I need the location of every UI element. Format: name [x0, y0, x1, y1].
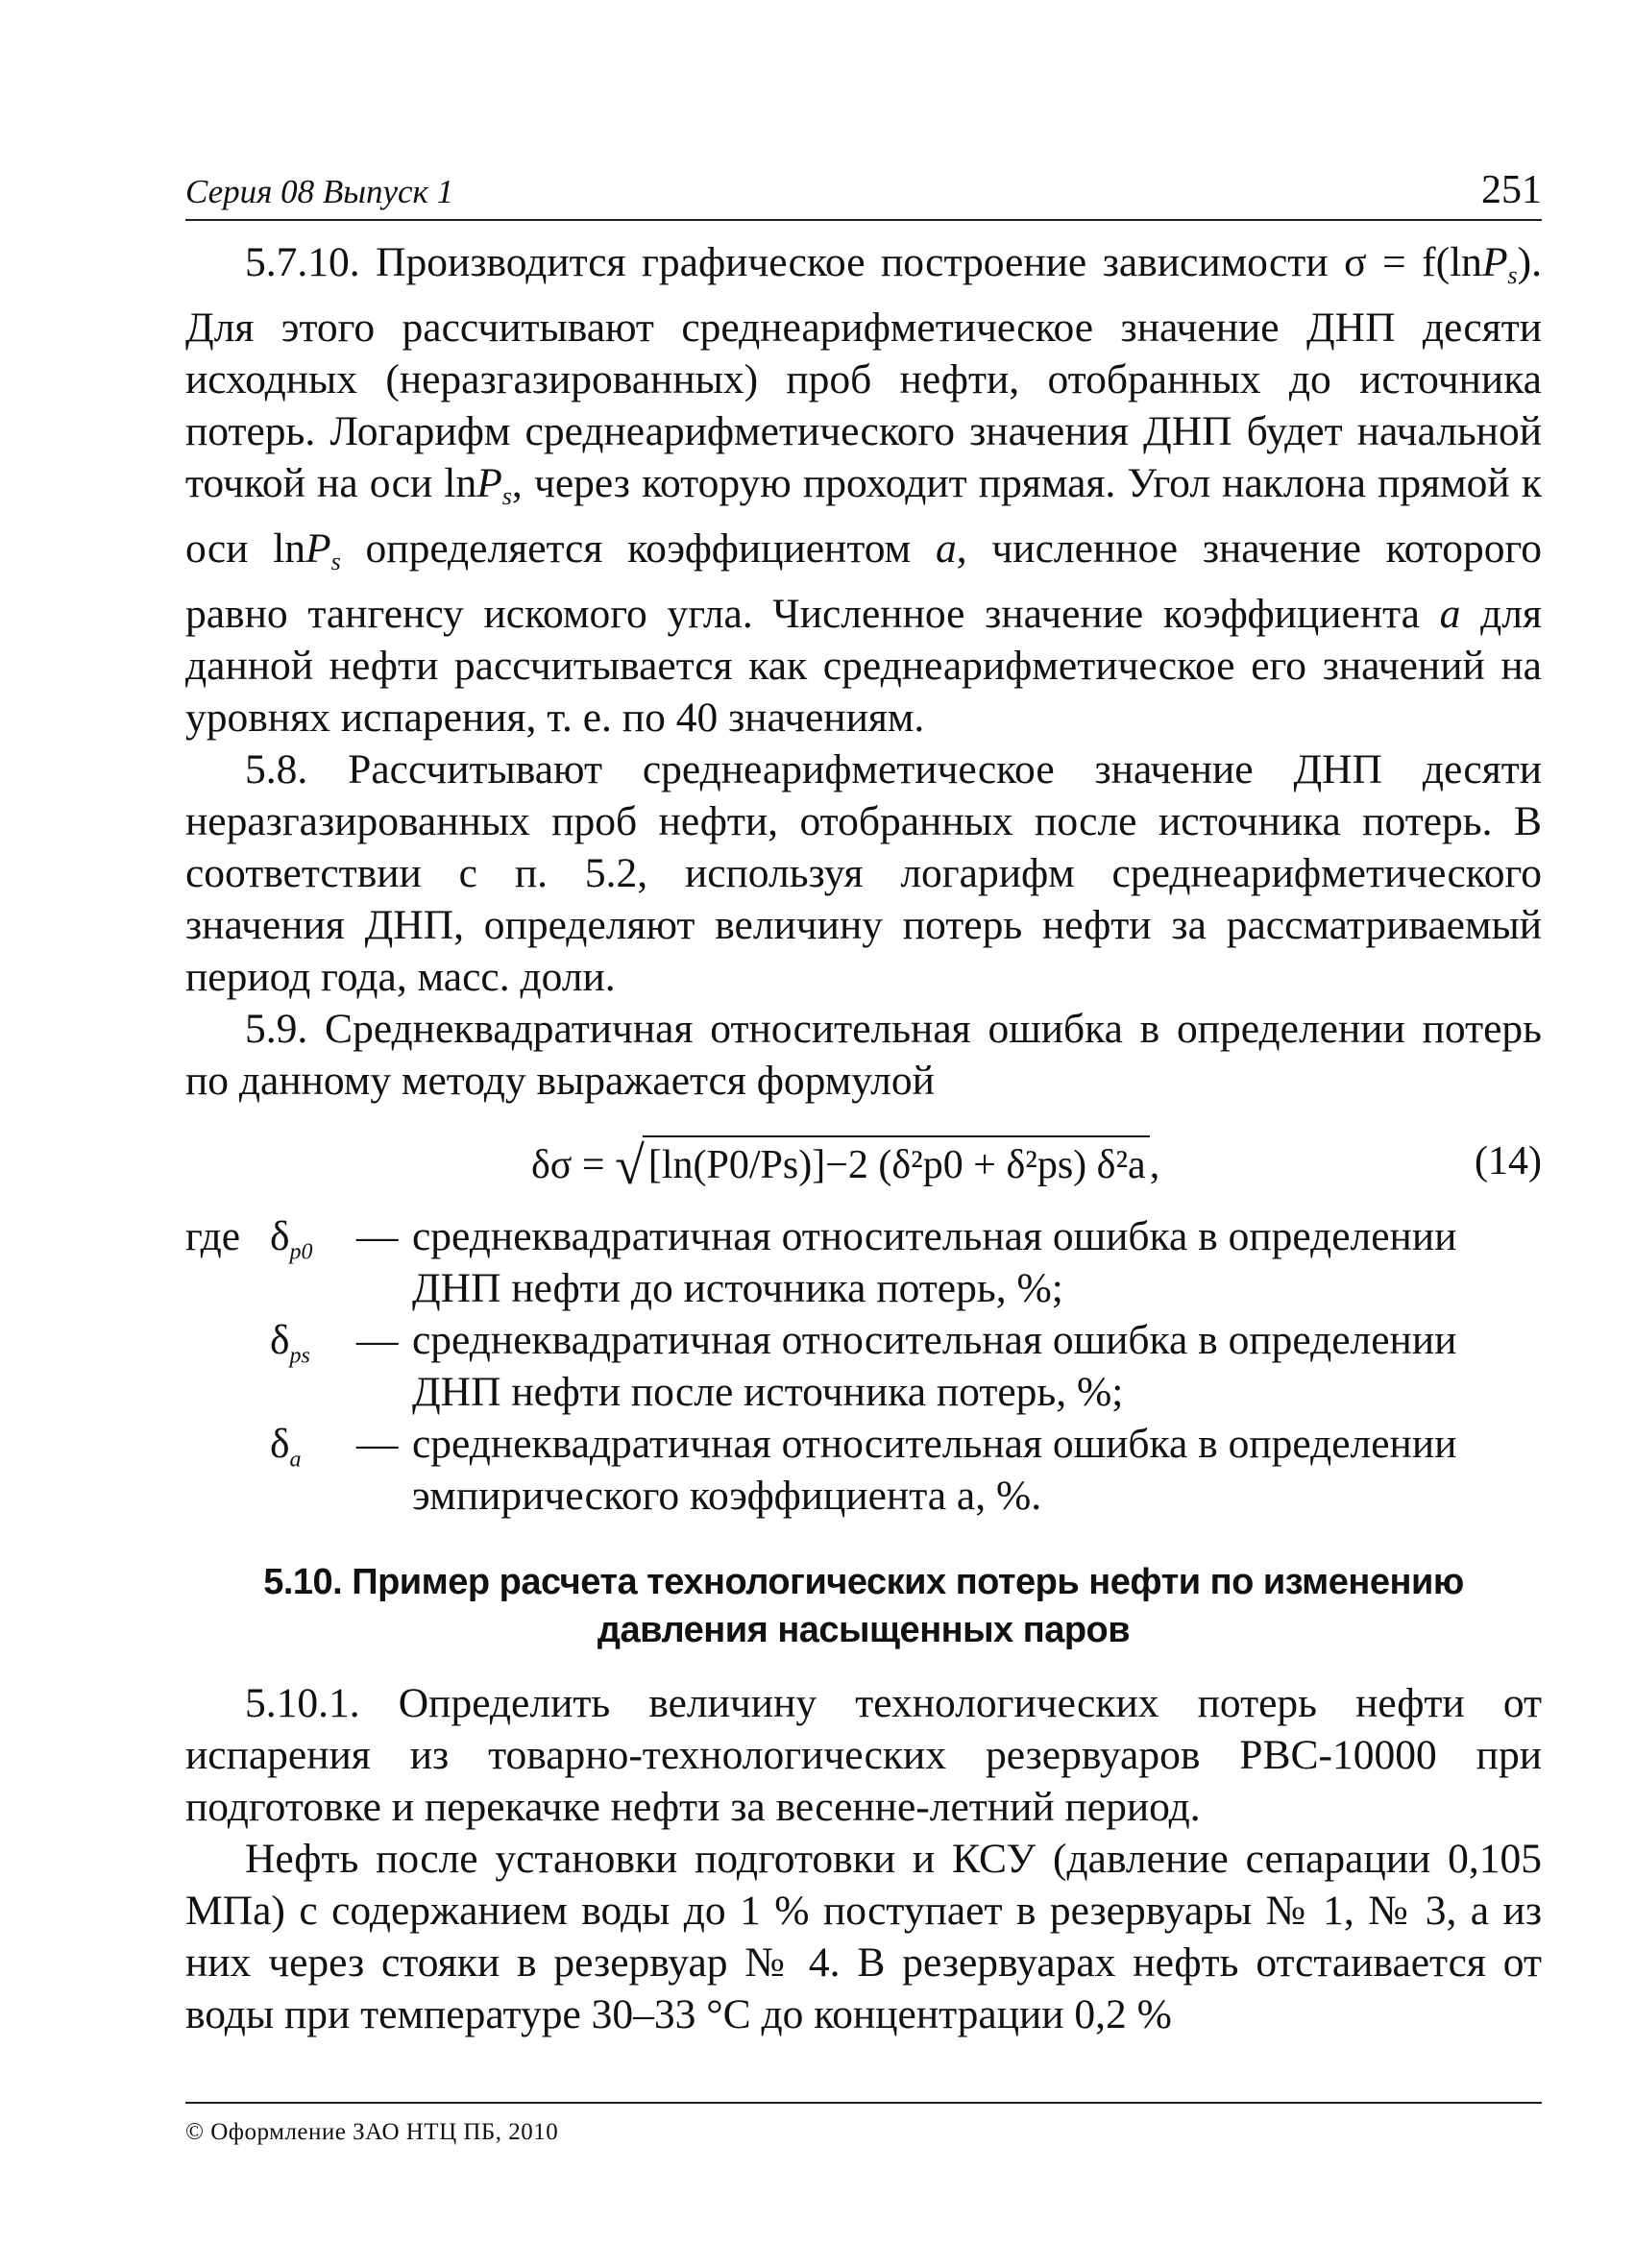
page-number: 251 [1481, 168, 1542, 212]
definition-symbol: $\delta_{ps}$ [270, 1317, 310, 1369]
definition-symbol: $\delta_{p0}$ [270, 1213, 313, 1265]
formula-expression: δσ = √[ln(P0/Ps)]−2 (δ²p0 + δ²ps) δ²a, [531, 1136, 1160, 1196]
page-header [185, 163, 1542, 221]
section-heading-5-10: 5.10. Пример расчета технологических потерь нефти по изменению давления насыщенных паров [263, 1562, 1464, 1650]
sqrt-icon: √ [615, 1136, 645, 1196]
definition-delta-p0: где $\delta_{p0}$ — среднеквадратичная относительная ошибка в определении ДНП нефти до источника потерь, %; [185, 1210, 1542, 1314]
definition-symbol: $\delta_a$ [270, 1421, 302, 1473]
paragraph-5-9: 5.9. Среднеквадратичная относительная ошибка в определении потерь по данному методу выражается формулой [185, 1006, 1542, 1104]
equation-number: (14) [1475, 1139, 1542, 1183]
definition-lead: где [185, 1213, 241, 1259]
document-body [185, 236, 1542, 2040]
paragraph-5-8: 5.8. Рассчитывают среднеарифметическое значение ДНП десяти неразгазированных проб нефти, отобранных после источника потерь. В соответствии с п. 5.2, используя логарифм среднеарифметического значения ДНП, определяют величину потерь нефти за рассматриваемый период года, масс. доли. [185, 746, 1542, 1000]
paragraph-oil-treatment: Нефть после установки подготовки и КСУ (давление сепарации 0,105 МПа) с содержанием воды до 1 % поступает в резервуары № 1, № 3, а из них через стояки в резервуар № 4. В резервуарах нефть отстаивается от воды при температуре 30–33 °С до концентрации 0,2 % [185, 1836, 1542, 2037]
paragraph-5-10-1: 5.10.1. Определить величину технологических потерь нефти от испарения из товарно-технологических резервуаров РВС-10000 при подготовке и перекачке нефти за весенне-летний период. [185, 1680, 1542, 1830]
paragraph-5-7-10: 5.7.10. Производится графическое построение зависимости σ = f(lnP$_s$). Для этого рассчитывают среднеарифметическое значение ДНП десяти исходных (неразгазированных) проб нефти, отобранных до источника потерь. Логарифм среднеарифметического значения ДНП будет начальной точкой на оси lnP$_s$, через которую проходит прямая. Угол наклона прямой к оси lnP$_s$ определяется коэффициентом a, численное значение которого равно тангенсу искомого угла. Численное значение коэффициента a для данной нефти рассчитывается как среднеарифметическое его значений на уровнях испарения, т. е. по 40 значениям. [185, 239, 1543, 741]
definition-delta-ps: $\delta_{ps}$ — среднеквадратичная относительная ошибка в определении ДНП нефти после источника потерь, %; [185, 1314, 1542, 1418]
definition-delta-a: $\delta_a$ — среднеквадратичная относительная ошибка в определении эмпирического коэффициента a, %. [185, 1418, 1542, 1522]
page-footer: © Оформление ЗАО НТЦ ПБ, 2010 [185, 2102, 1542, 2146]
formula-14 [185, 1118, 1542, 1210]
series-title: Серия 08 Выпуск 1 [185, 173, 454, 210]
